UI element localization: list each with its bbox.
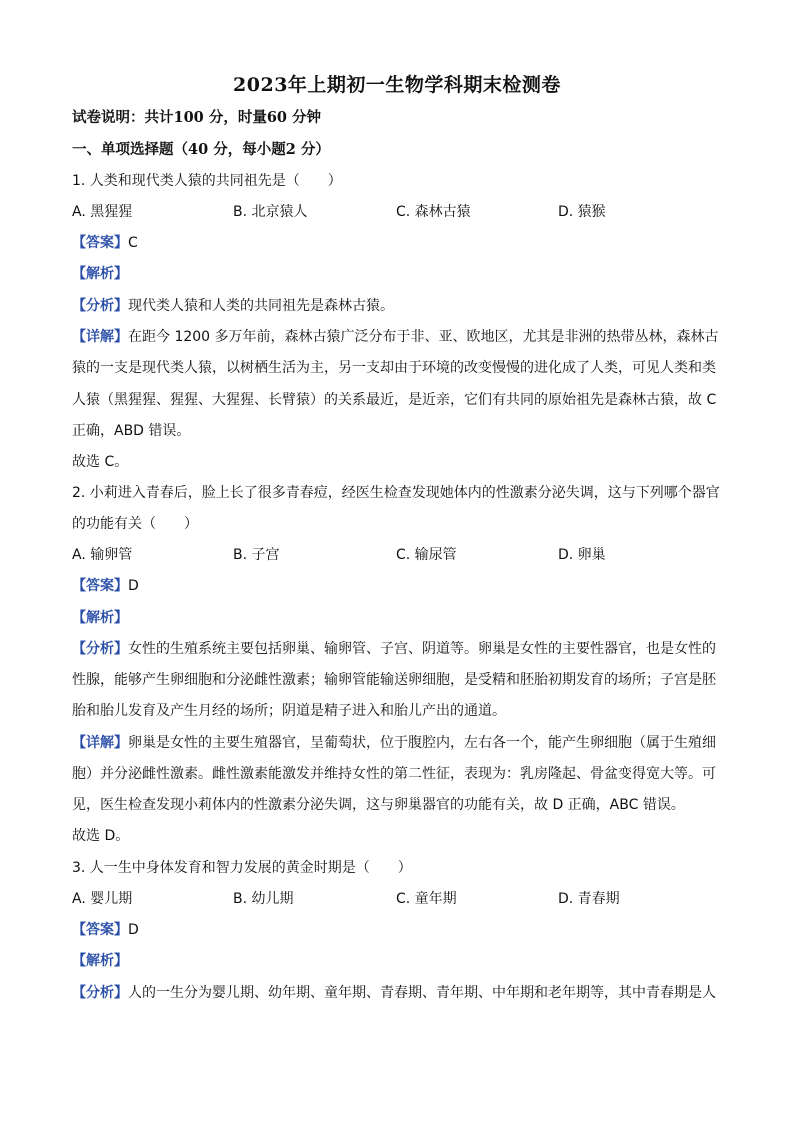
question-3-stem: 3. 人一生中身体发育和智力发展的黄金时期是（ ） bbox=[72, 860, 412, 876]
analysis-label: 【分析】 bbox=[72, 641, 128, 657]
q2-analysis-line-1 bbox=[72, 639, 716, 659]
q2-option-d: D. 卵巢 bbox=[558, 547, 606, 563]
q2-answer-value: D bbox=[128, 578, 139, 594]
q1-detail-text-1: 在距今 1200 多万年前，森林古猿广泛分布于非、亚、欧地区，尤其是非洲的热带丛林，森林古 bbox=[128, 329, 719, 345]
answer-label: 【答案】 bbox=[72, 922, 128, 938]
detail-label: 【详解】 bbox=[72, 735, 128, 751]
q1-answer-value: C bbox=[128, 235, 138, 251]
q1-detail-line-1 bbox=[72, 327, 719, 347]
q3-answer-line bbox=[72, 920, 139, 940]
q1-option-c: C. 森林古猿 bbox=[396, 204, 471, 220]
q1-answer-line bbox=[72, 233, 138, 253]
analysis-label: 【分析】 bbox=[72, 298, 128, 314]
q1-analysis-text: 现代类人猿和人类的共同祖先是森林古猿。 bbox=[128, 298, 394, 314]
q2-answer-line bbox=[72, 576, 139, 596]
q3-option-c: C. 童年期 bbox=[396, 891, 457, 907]
question-2-stem-line-1: 2. 小莉进入青春后，脸上长了很多青春痘，经医生检查发现她体内的性激素分泌失调，这与下列哪个器官 bbox=[72, 485, 720, 501]
analysis-heading-label: 【解析】 bbox=[72, 953, 128, 969]
section-heading: 一、单项选择题（40 分，每小题2 分） bbox=[72, 141, 330, 158]
q2-detail-line-1 bbox=[72, 733, 716, 753]
q3-option-b: B. 幼儿期 bbox=[233, 891, 294, 907]
analysis-heading-label: 【解析】 bbox=[72, 610, 128, 626]
q2-detail-line-2: 胞）并分泌雌性激素。雌性激素能激发并维持女性的第二性征，表现为：乳房隆起、骨盆变得宽大等。可 bbox=[72, 766, 716, 782]
q3-answer-value: D bbox=[128, 922, 139, 938]
q1-analysis-heading bbox=[72, 264, 128, 284]
q3-option-d: D. 青春期 bbox=[558, 891, 620, 907]
q1-option-d: D. 猿猴 bbox=[558, 204, 606, 220]
q3-analysis-line-1 bbox=[72, 983, 716, 1003]
q2-option-c: C. 输尿管 bbox=[396, 547, 457, 563]
q3-option-a: A. 婴儿期 bbox=[72, 891, 133, 907]
q2-analysis-text-1: 女性的生殖系统主要包括卵巢、输卵管、子宫、阴道等。卵巢是女性的主要性器官，也是女性的 bbox=[128, 641, 716, 657]
q1-conclusion: 故选 C。 bbox=[72, 454, 129, 470]
question-1-stem: 1. 人类和现代类人猿的共同祖先是（ ） bbox=[72, 173, 342, 189]
q3-analysis-text-1: 人的一生分为婴儿期、幼年期、童年期、青春期、青年期、中年期和老年期等，其中青春期是人 bbox=[128, 985, 716, 1001]
detail-label: 【详解】 bbox=[72, 329, 128, 345]
q1-detail-line-3: 人猿（黑猩猩、猩猩、大猩猩、长臂猿）的关系最近，是近亲，它们有共同的原始祖先是森林古猿，故 C bbox=[72, 392, 717, 408]
question-2-stem-line-2: 的功能有关（ ） bbox=[72, 516, 198, 532]
q2-option-a: A. 输卵管 bbox=[72, 547, 133, 563]
q2-detail-text-1: 卵巢是女性的主要生殖器官，呈葡萄状，位于腹腔内，左右各一个，能产生卵细胞（属于生殖细 bbox=[128, 735, 716, 751]
exam-instructions: 试卷说明：共计100 分，时量60 分钟 bbox=[72, 109, 322, 126]
q2-option-b: B. 子宫 bbox=[233, 547, 280, 563]
answer-label: 【答案】 bbox=[72, 578, 128, 594]
q1-option-a: A. 黑猩猩 bbox=[72, 204, 133, 220]
page-title: 2023年上期初一生物学科期末检测卷 bbox=[233, 74, 561, 96]
q2-analysis-heading bbox=[72, 608, 128, 628]
q1-detail-line-4: 正确，ABD 错误。 bbox=[72, 423, 191, 439]
q2-analysis-line-3: 胎和胎儿发育及产生月经的场所；阴道是精子进入和胎儿产出的通道。 bbox=[72, 703, 506, 719]
q2-analysis-line-2: 性腺，能够产生卵细胞和分泌雌性激素；输卵管能输送卵细胞，是受精和胚胎初期发育的场所；子宫是胚 bbox=[72, 672, 716, 688]
q1-analysis-line bbox=[72, 296, 394, 316]
q2-detail-line-3: 见，医生检查发现小莉体内的性激素分泌失调，这与卵巢器官的功能有关，故 D 正确，ABC 错误。 bbox=[72, 797, 685, 813]
analysis-label: 【分析】 bbox=[72, 985, 128, 1001]
q3-analysis-heading bbox=[72, 951, 128, 971]
q1-option-b: B. 北京猿人 bbox=[233, 204, 308, 220]
q2-conclusion: 故选 D。 bbox=[72, 828, 130, 844]
analysis-heading-label: 【解析】 bbox=[72, 266, 128, 282]
q1-detail-line-2: 猿的一支是现代类人猿，以树栖生活为主，另一支却由于环境的改变慢慢的进化成了人类，可见人类和类 bbox=[72, 360, 716, 376]
answer-label: 【答案】 bbox=[72, 235, 128, 251]
